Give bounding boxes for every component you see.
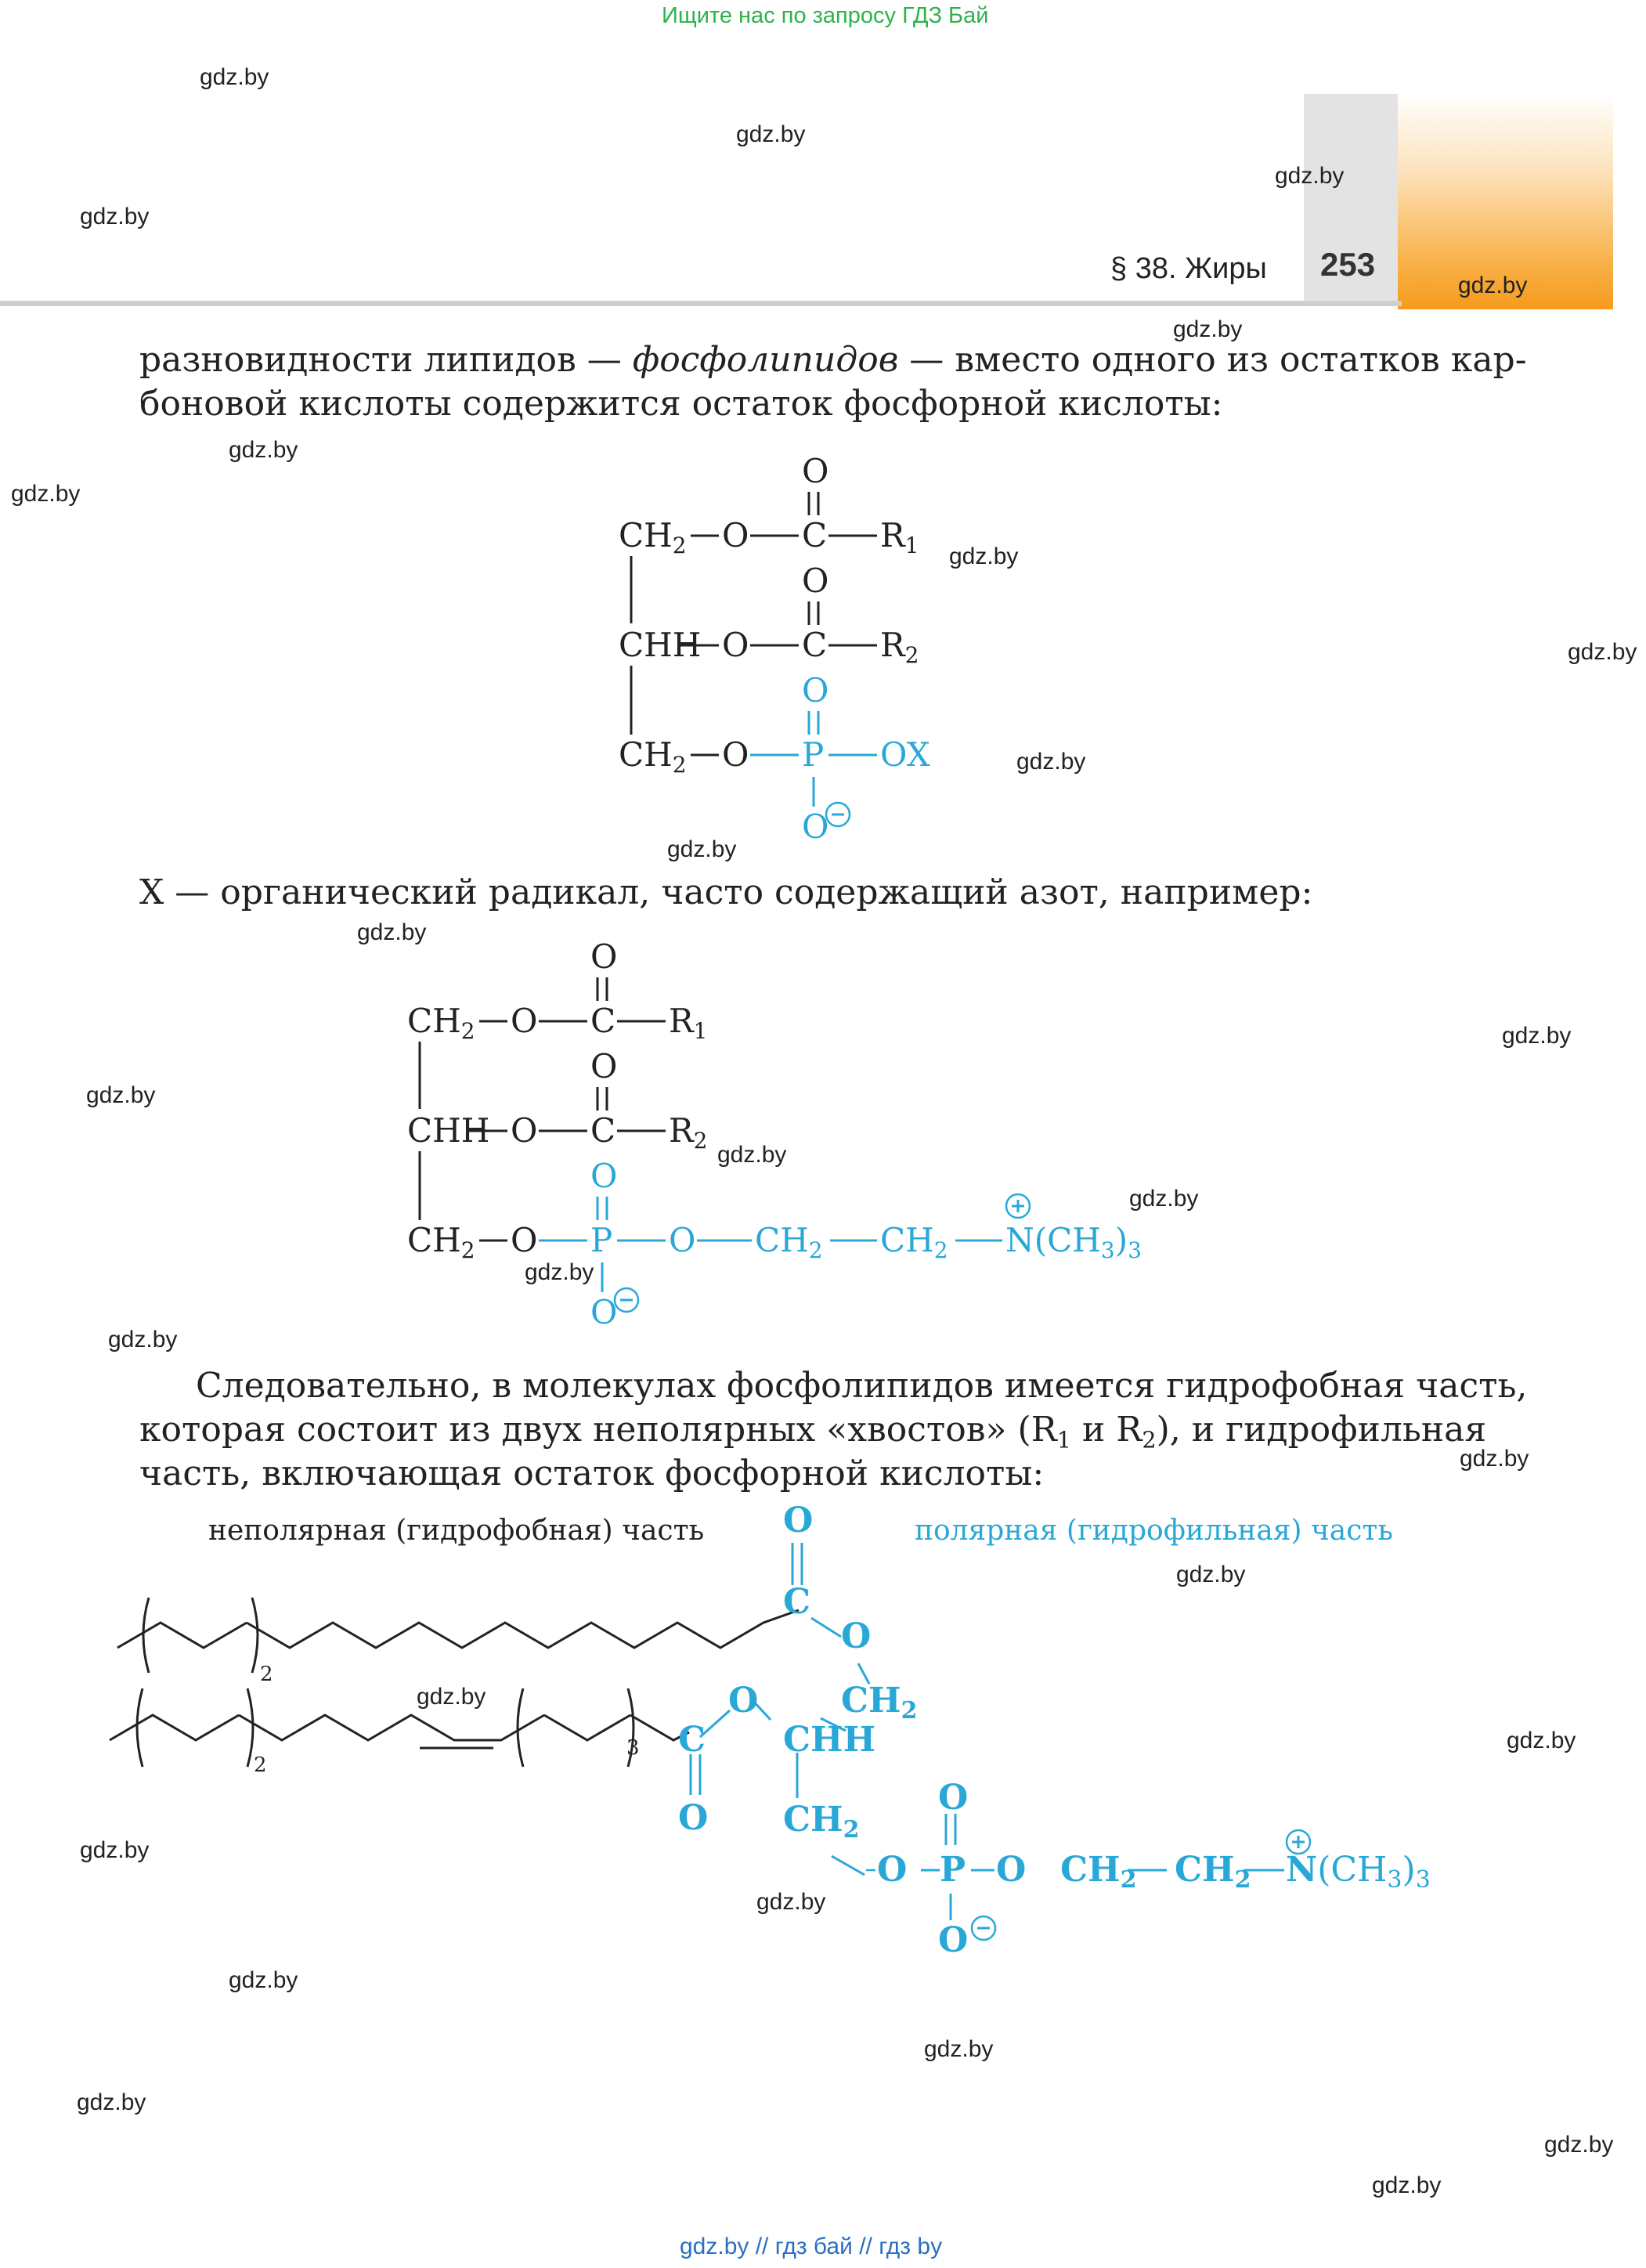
watermark: gdz.by — [11, 481, 81, 507]
formula-text: O — [728, 1681, 759, 1721]
formula-text: CH2 — [407, 1002, 475, 1044]
footer-links[interactable]: gdz.by // гдз бай // гдз by — [680, 2234, 943, 2259]
watermark: gdz.by — [108, 1327, 178, 1352]
formula-text: O — [722, 626, 749, 664]
formula-text: O — [841, 1616, 872, 1656]
section-title: § 38. Жиры — [1110, 252, 1267, 285]
formula-text: O — [678, 1798, 709, 1838]
paragraph-2: X — органический радикал, часто содержащий азот, например: — [139, 872, 1313, 912]
subscript: 1 — [1056, 1426, 1071, 1454]
formula-text: O — [938, 1920, 969, 1960]
watermark: gdz.by — [80, 204, 150, 229]
formula-text: C — [802, 516, 828, 554]
paragraph-3-line-3: часть, включающая остаток фосфорной кислоты: — [139, 1454, 1045, 1493]
formula-text: O — [590, 1157, 618, 1195]
formula-text: O — [802, 562, 829, 600]
formula-text: O — [590, 1293, 618, 1331]
text-run: которая состоит из двух неполярных «хвостов» (R — [139, 1410, 1057, 1450]
formula-text: O — [938, 1778, 969, 1818]
tail-2-count: 2 — [254, 1753, 267, 1777]
formula-text: CH2 — [841, 1681, 918, 1724]
watermark: gdz.by — [949, 544, 1019, 569]
watermark: gdz.by — [756, 1889, 826, 1915]
formula-text: N(CH3)3 — [1005, 1221, 1142, 1263]
watermark: gdz.by — [1458, 273, 1528, 298]
formula-text: CHH — [619, 626, 702, 664]
formula-text: C — [678, 1720, 706, 1760]
formula-text: CH2 — [1060, 1850, 1137, 1894]
watermark: gdz.by — [1460, 1446, 1529, 1472]
formula-text: O — [996, 1850, 1027, 1890]
watermark: gdz.by — [924, 2036, 994, 2062]
watermark: gdz.by — [1275, 163, 1345, 189]
formula-text: OX — [880, 735, 930, 774]
formula-text: C — [590, 1111, 616, 1150]
subscript: 2 — [1142, 1426, 1157, 1454]
formula-text: O — [802, 671, 829, 710]
watermark: gdz.by — [1129, 1186, 1199, 1212]
watermark: gdz.by — [1176, 1562, 1246, 1587]
paragraph-3-line-1: Следовательно, в молекулах фосфолипидов имеется гидрофобная часть, — [196, 1366, 1528, 1406]
formula-text: CHH — [407, 1111, 490, 1150]
watermark: gdz.by — [717, 1142, 787, 1168]
watermark: gdz.by — [1016, 749, 1086, 775]
watermark: gdz.by — [80, 1837, 150, 1863]
watermark: gdz.by — [525, 1259, 594, 1285]
formula-text: CH2 — [407, 1221, 475, 1263]
watermark: gdz.by — [1173, 316, 1243, 342]
formula-text: O — [590, 1047, 618, 1085]
formula-text: O — [783, 1501, 814, 1540]
formula-text: C — [590, 1002, 616, 1040]
formula-text: R1 — [880, 516, 919, 558]
watermark: gdz.by — [229, 1967, 298, 1993]
formula-text: O — [511, 1002, 538, 1040]
watermark: gdz.by — [1507, 1728, 1576, 1753]
label-nonpolar: неполярная (гидрофобная) часть — [208, 1515, 705, 1547]
text-run: и R — [1070, 1410, 1142, 1450]
watermark: gdz.by — [1544, 2132, 1614, 2158]
formula-text: P — [802, 735, 825, 774]
formula-text: CH2 — [1175, 1850, 1251, 1894]
formula-text: R2 — [669, 1111, 708, 1154]
watermark: gdz.by — [357, 919, 427, 945]
text-run: разновидности липидов — — [139, 340, 633, 380]
tail-1-count: 2 — [260, 1663, 273, 1686]
watermark: gdz.by — [1568, 639, 1637, 665]
paragraph-1-line-2: боновой кислоты содержится остаток фосфорной кислоты: — [139, 384, 1223, 424]
formula-text: CHH — [783, 1720, 876, 1760]
formula-text: CH2 — [619, 516, 687, 558]
page-number: 253 — [1320, 246, 1376, 283]
formula-text: O — [877, 1850, 908, 1890]
formula-text: O — [511, 1221, 538, 1259]
formula-text: P — [590, 1221, 613, 1259]
formula-text: R2 — [880, 626, 919, 668]
formula-text: O — [669, 1221, 696, 1259]
formula-text: C — [783, 1582, 811, 1622]
formula-text: CH2 — [619, 735, 687, 778]
formula-text: O — [802, 452, 829, 490]
label-polar: полярная (гидрофильная) часть — [915, 1515, 1393, 1547]
watermark: gdz.by — [736, 121, 806, 147]
formula-text: O — [511, 1111, 538, 1150]
formula-text: N(CH3)3 — [1286, 1850, 1431, 1894]
watermark: gdz.by — [229, 437, 298, 463]
watermark: gdz.by — [1502, 1023, 1572, 1049]
watermark: gdz.by — [200, 64, 269, 90]
formula-text: P — [940, 1850, 966, 1890]
formula-text: O — [722, 516, 749, 554]
formula-text: CH2 — [880, 1221, 948, 1263]
watermark: gdz.by — [77, 2089, 146, 2115]
formula-text: R1 — [669, 1002, 708, 1044]
watermark: gdz.by — [86, 1082, 156, 1108]
formula-text: C — [802, 626, 828, 664]
watermark: gdz.by — [417, 1684, 486, 1710]
formula-text: CH2 — [755, 1221, 823, 1263]
text-run: ), и гидрофильная — [1156, 1410, 1487, 1450]
top-note: Ищите нас по запросу ГДЗ Бай — [662, 3, 989, 28]
watermark: gdz.by — [667, 836, 737, 862]
formula-text: O — [722, 735, 749, 774]
term-phospholipids: фосфолипидов — [632, 340, 899, 380]
watermark: gdz.by — [1372, 2172, 1442, 2198]
tail-2-count: 3 — [626, 1736, 640, 1760]
formula-text: O — [802, 807, 829, 846]
text-run: — вместо одного из остатков кар- — [898, 340, 1527, 380]
formula-text: CH2 — [783, 1800, 860, 1844]
formula-text: O — [590, 937, 618, 976]
